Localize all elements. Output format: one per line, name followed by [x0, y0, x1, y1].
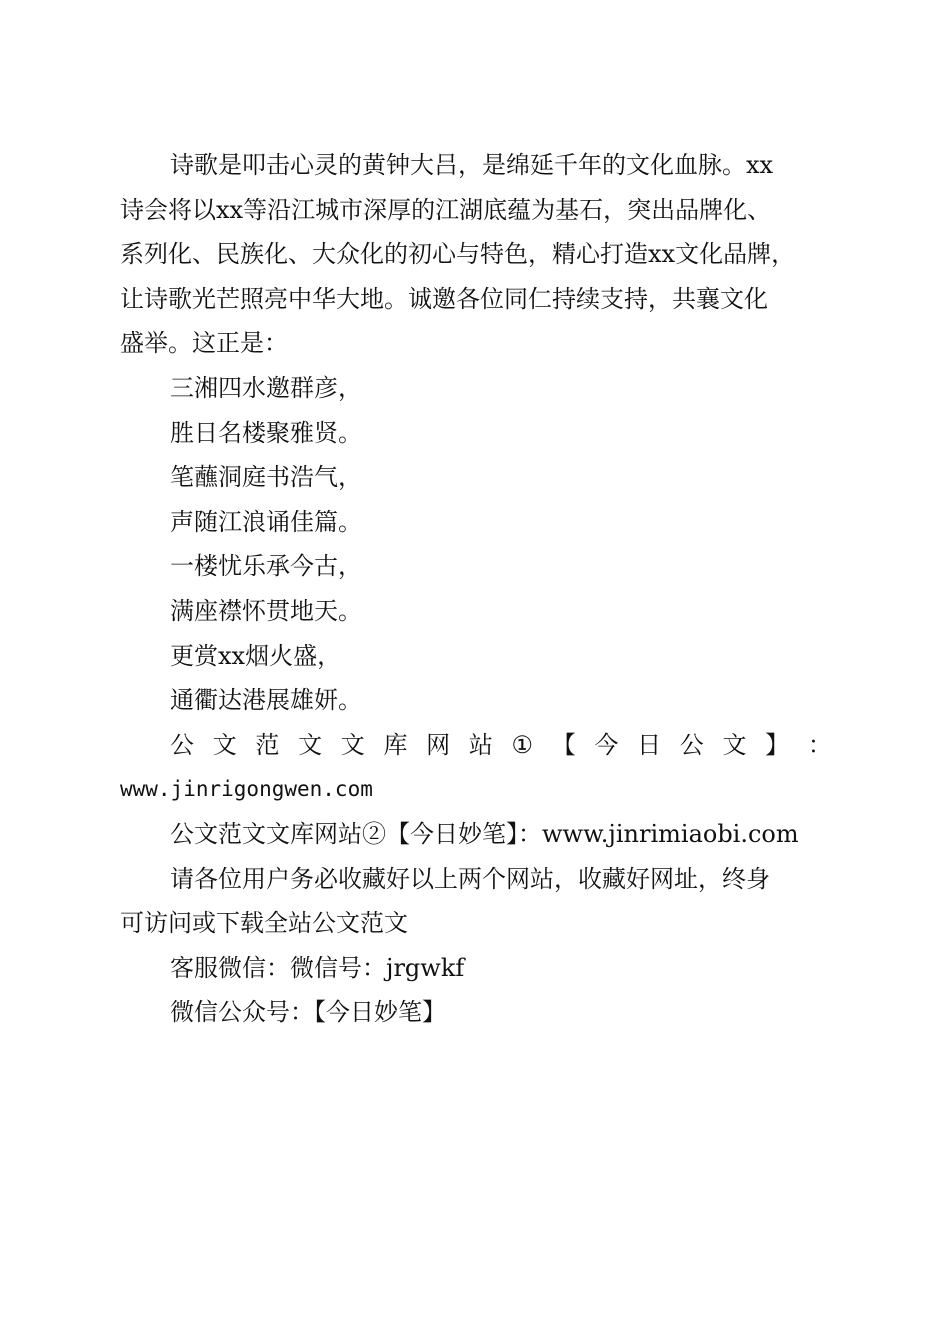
- paragraph-line: 盛举。这正是：: [120, 329, 288, 358]
- poem-line: 满座襟怀贯地天。: [170, 596, 362, 625]
- site1-char: 日: [637, 730, 662, 759]
- site1-char: ①: [511, 730, 534, 759]
- notice-line: 可访问或下载全站公文范文: [120, 909, 408, 938]
- site1-char: 网: [426, 730, 451, 759]
- site1-char: 库: [383, 730, 408, 759]
- poem-line: 更赏xx烟火盛，: [170, 641, 342, 670]
- site2-line: 公文范文文库网站②【今日妙笔】：www.jinrimiaobi.com: [170, 819, 799, 848]
- paragraph-line: 诗会将以xx等沿江城市深厚的江湖底蕴为基石，突出品牌化、: [120, 195, 772, 224]
- site1-url: www.jinrigongwen.com: [120, 777, 373, 802]
- paragraph-line: 让诗歌光芒照亮中华大地。诚邀各位同仁持续支持，共襄文化: [120, 284, 768, 313]
- site1-char: 文: [298, 730, 323, 759]
- site1-char: ：: [807, 730, 832, 759]
- site1-char: 范: [255, 730, 280, 759]
- poem-line: 通衢达港展雄妍。: [170, 686, 362, 715]
- document-body: [120, 143, 832, 1035]
- site1-char: 】: [765, 730, 790, 759]
- wechat-contact: 客服微信：微信号：jrgwkf: [170, 953, 465, 982]
- site1-char: 文: [340, 730, 365, 759]
- paragraph-line: 系列化、民族化、大众化的初心与特色，精心打造xx文化品牌，: [120, 240, 796, 269]
- site1-char: 站: [468, 730, 493, 759]
- poem-line: 胜日名楼聚雅贤。: [170, 418, 362, 447]
- poem-line: 一楼忧乐承今古，: [170, 552, 362, 581]
- poem-line: 笔蘸洞庭书浩气，: [170, 463, 362, 492]
- site1-char: 今: [594, 730, 619, 759]
- site1-char: 文: [212, 730, 237, 759]
- notice-line: 请各位用户务必收藏好以上两个网站，收藏好网址，终身: [170, 864, 770, 893]
- poem-line: 声随江浪诵佳篇。: [170, 507, 362, 536]
- paragraph-line: 诗歌是叩击心灵的黄钟大吕，是绵延千年的文化血脉。xx: [170, 151, 774, 179]
- site1-char: 公: [170, 730, 194, 759]
- site1-char: 公: [679, 730, 704, 759]
- official-account: 微信公众号：【今日妙笔】: [170, 998, 446, 1027]
- site1-heading: [120, 723, 832, 768]
- site1-char: 文: [722, 730, 747, 759]
- site1-char: 【: [551, 730, 576, 759]
- poem-line: 三湘四水邀群彦，: [170, 373, 362, 402]
